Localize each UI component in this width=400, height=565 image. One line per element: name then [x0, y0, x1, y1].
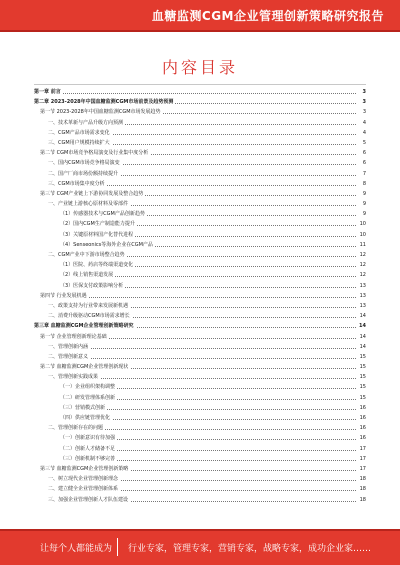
- header-banner: [0, 0, 400, 32]
- toc-entry-page: 3: [362, 107, 366, 117]
- toc-entry-title: 第三节 血糖监测CGM企业管理创新策略: [34, 466, 130, 472]
- toc-entry-title: 第一章 前言: [34, 89, 61, 95]
- toc-entry[interactable]: [34, 403, 366, 413]
- toc-entry[interactable]: [34, 393, 366, 403]
- toc-entry-page: 18: [359, 474, 366, 484]
- toc-entry-title: 一、管理创新内涵: [34, 344, 90, 350]
- toc-entry-page: 13: [359, 301, 366, 311]
- toc-entry[interactable]: [34, 301, 366, 311]
- toc-entry-title: （一）创新意识有待加强: [34, 435, 117, 441]
- toc-entry-title: 二、建立健全企业管理创新体系: [34, 486, 120, 492]
- toc-entry-page: 14: [359, 332, 366, 342]
- toc-entry[interactable]: [34, 199, 366, 209]
- toc-entry-page: 16: [359, 423, 366, 433]
- toc-entry-page: 10: [359, 230, 366, 240]
- toc-entry-title: 三、CGM市场集中度分析: [34, 181, 107, 187]
- toc-entry-title: 二、国产厂商市场份额持续提升: [34, 171, 120, 177]
- toc-entry-page: 12: [359, 250, 366, 260]
- toc-entry-title: 一、政策支持为行业带来发展新机遇: [34, 303, 130, 309]
- toc-entry-title: （2）国内CGM生产制造能力提升: [34, 221, 137, 227]
- toc-entry-title: （3）关键原材料国产化替代进程: [34, 232, 135, 238]
- toc-entry-title: 三、加强企业管理创新人才队伍建设: [34, 497, 130, 503]
- toc-entry-title: 第一节 2023-2028年中国血糖监测CGM市场发展趋势: [34, 109, 163, 115]
- toc-entry-title: 第三节 CGM产业链上下游协同发展及整合趋势: [34, 191, 145, 197]
- toc-entry[interactable]: [34, 240, 366, 250]
- toc-entry-title: 三、CGM用户规模持续扩大: [34, 140, 112, 146]
- toc-entry-page: 9: [362, 189, 366, 199]
- toc-entry[interactable]: [34, 179, 366, 189]
- toc-entry[interactable]: [34, 118, 366, 128]
- toc-entry-title: 一、管理创新实践成果: [34, 374, 100, 380]
- toc-entry-page: 17: [359, 464, 366, 474]
- toc-entry-title: （3）医保支付政策影响分析: [34, 283, 125, 289]
- toc-entry-title: 二、CGM产业中下游市场整合趋势: [34, 252, 127, 258]
- toc-entry[interactable]: [34, 189, 366, 199]
- toc-entry-title: 二、管理创新意义: [34, 354, 90, 360]
- toc-entry[interactable]: [34, 332, 366, 342]
- toc-entry[interactable]: [34, 291, 366, 301]
- toc-entry[interactable]: [34, 362, 366, 372]
- toc-entry-page: 5: [362, 138, 366, 148]
- toc-entry-page: 16: [359, 403, 366, 413]
- toc-entry-page: 14: [359, 342, 366, 352]
- toc-entry[interactable]: [34, 382, 366, 392]
- toc-entry-page: 12: [359, 270, 366, 280]
- toc-entry-page: 9: [362, 209, 366, 219]
- toc-entry-title: （三）营销模式创新: [34, 405, 107, 411]
- toc-entry[interactable]: [34, 444, 366, 454]
- toc-leader-dots: [34, 93, 356, 94]
- toc-entry[interactable]: [34, 209, 366, 219]
- toc-entry-page: 13: [359, 281, 366, 291]
- toc-entry-title: （三）创新机制不够完善: [34, 456, 117, 462]
- footer-slogan-left: 让每个人都能成为: [40, 544, 113, 554]
- toc-entry-title: 第二节 CGM市场竞争格局演变及行业集中度分析: [34, 150, 150, 156]
- toc-entry[interactable]: [34, 270, 366, 280]
- toc-entry[interactable]: [34, 107, 366, 117]
- toc-entry-page: 15: [359, 372, 366, 382]
- toc-entry[interactable]: [34, 87, 366, 97]
- toc-entry[interactable]: [34, 495, 366, 505]
- toc-entry-title: 二、管理创新存在的问题: [34, 425, 105, 431]
- toc-entry-title: 第一节 企业管理创新理论基础: [34, 334, 109, 340]
- toc-entry-title: 二、CGM产品市场需求变化: [34, 130, 112, 136]
- toc-entry[interactable]: [34, 423, 366, 433]
- toc-entry[interactable]: [34, 321, 366, 331]
- toc-entry-title: 一、产业链上游核心原材料及零部件: [34, 201, 130, 207]
- header-rule: [0, 30, 400, 32]
- toc-entry-page: 6: [362, 148, 366, 158]
- toc-entry-title: 第四节 行业发展机遇: [34, 293, 89, 299]
- toc-entry-page: 15: [359, 352, 366, 362]
- toc-entry-page: 4: [362, 118, 366, 128]
- toc-entry[interactable]: [34, 148, 366, 158]
- toc-entry-page: 15: [359, 393, 366, 403]
- toc-entry-title: （1）医院、药店等终端渠道变化: [34, 262, 135, 268]
- toc-entry-title: 第二节 血糖监测CGM企业管理创新现状: [34, 364, 130, 370]
- toc-entry-title: （1）传感器技术与CGM产品创新趋势: [34, 211, 147, 217]
- toc-entry-page: 18: [359, 484, 366, 494]
- toc-entry[interactable]: [34, 97, 366, 107]
- toc-entry[interactable]: [34, 128, 366, 138]
- toc-entry[interactable]: [34, 260, 366, 270]
- toc-entry-page: 15: [359, 382, 366, 392]
- toc-entry[interactable]: [34, 250, 366, 260]
- toc-entry-title: 一、技术革新与产品升级方向预测: [34, 120, 125, 126]
- footer-slogan-right: 行业专家，管理专家，营销专家，战略专家，成功企业家……: [128, 544, 372, 554]
- footer-rule: [0, 529, 400, 531]
- toc-entry[interactable]: [34, 464, 366, 474]
- toc-entry-page: 8: [362, 179, 366, 189]
- toc-entry-page: 3: [362, 97, 366, 107]
- toc-entry-page: 14: [358, 321, 366, 331]
- toc-heading: 内容目录: [161, 58, 238, 77]
- toc-entry[interactable]: [34, 342, 366, 352]
- toc-entry[interactable]: [34, 138, 366, 148]
- toc-entry-title: （一）企业组织架构调整: [34, 384, 117, 390]
- footer-divider: [117, 538, 118, 556]
- toc-entry-title: （2）线上销售渠道发展: [34, 272, 115, 278]
- toc-entry-title: （二）研发管理体系创新: [34, 395, 117, 401]
- toc-entry-page: 7: [362, 169, 366, 179]
- toc-entry[interactable]: [34, 281, 366, 291]
- toc-entry-page: 14: [359, 311, 366, 321]
- toc-entry-title: 一、树立现代企业管理创新理念: [34, 476, 120, 482]
- toc-entry-page: 3: [362, 87, 366, 97]
- toc-entry[interactable]: [34, 219, 366, 229]
- toc-entry[interactable]: [34, 433, 366, 443]
- table-of-contents: [34, 87, 366, 505]
- toc-entry-page: 6: [362, 158, 366, 168]
- toc-entry-title: （二）创新人才储备不足: [34, 446, 117, 452]
- toc-entry[interactable]: [34, 484, 366, 494]
- toc-entry[interactable]: [34, 311, 366, 321]
- toc-heading-divider: [34, 84, 366, 85]
- toc-entry[interactable]: [34, 474, 366, 484]
- toc-entry[interactable]: [34, 158, 366, 168]
- toc-entry-page: 9: [362, 199, 366, 209]
- footer-banner: [0, 529, 400, 565]
- toc-entry-title: （四）供应链管理优化: [34, 415, 112, 421]
- toc-entry[interactable]: [34, 413, 366, 423]
- toc-entry-page: 16: [359, 413, 366, 423]
- toc-entry-page: 17: [359, 444, 366, 454]
- toc-entry-page: 18: [359, 495, 366, 505]
- toc-entry-page: 11: [359, 240, 366, 250]
- toc-entry[interactable]: [34, 230, 366, 240]
- toc-entry-title: 第二章 2023-2028年中国血糖监测CGM市场前景及趋势预测: [34, 99, 174, 106]
- toc-entry-title: （4）Senseonics等海外企业在CGM产品: [34, 242, 155, 248]
- toc-entry-page: 12: [359, 260, 366, 270]
- toc-entry-page: 15: [359, 362, 366, 372]
- report-title: 血糖监测CGM企业管理创新策略研究报告: [151, 9, 384, 23]
- toc-entry-page: 13: [359, 291, 366, 301]
- toc-entry[interactable]: [34, 454, 366, 464]
- toc-entry-page: 17: [359, 454, 366, 464]
- toc-entry[interactable]: [34, 372, 366, 382]
- toc-entry-page: 10: [359, 219, 366, 229]
- toc-entry-title: 一、国内CGM市场竞争格局演变: [34, 160, 122, 166]
- toc-entry[interactable]: [34, 352, 366, 362]
- toc-entry-title: 第三章 血糖监测CGM企业管理创新策略研究: [34, 323, 134, 330]
- toc-entry-page: 16: [359, 433, 366, 443]
- toc-entry-page: 4: [362, 128, 366, 138]
- toc-entry[interactable]: [34, 169, 366, 179]
- toc-entry-title: 二、消费升级驱动CGM市场需求增长: [34, 313, 132, 319]
